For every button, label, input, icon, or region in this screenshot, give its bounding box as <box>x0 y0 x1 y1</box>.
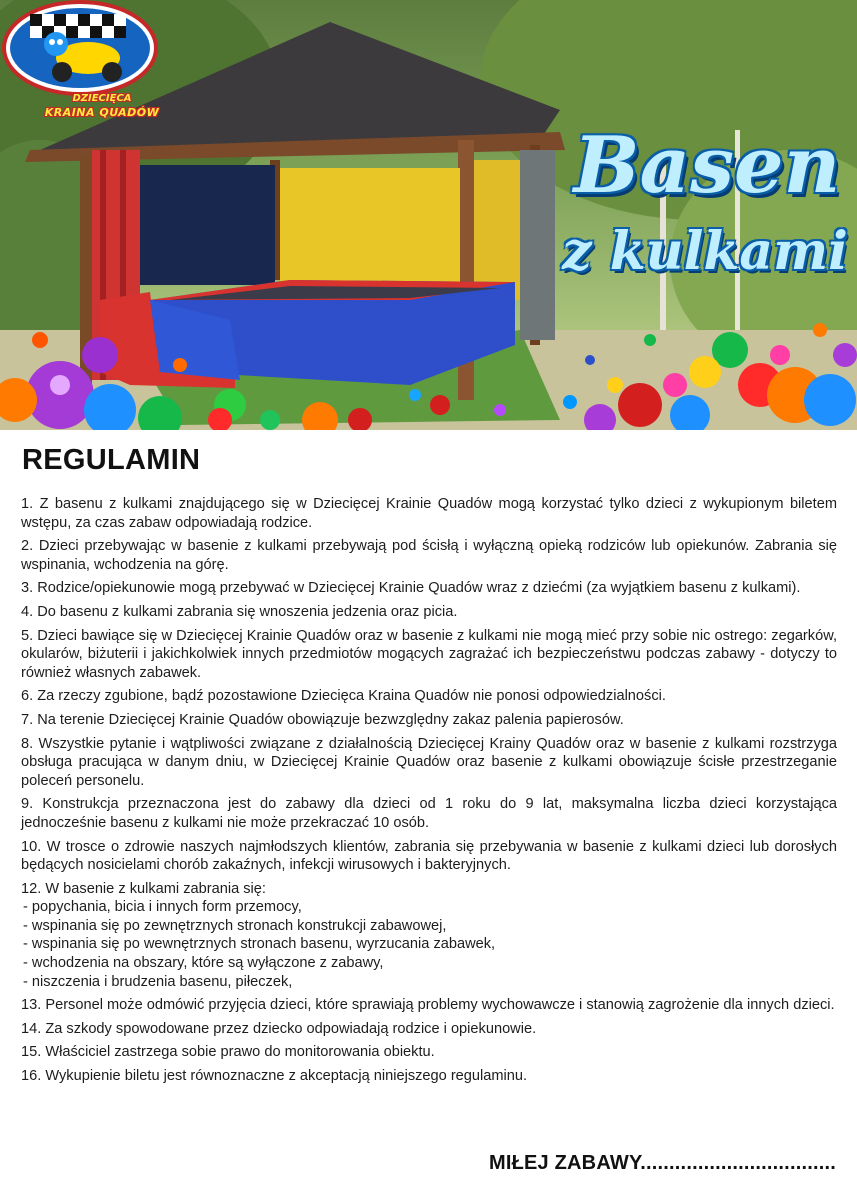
regulations-heading: REGULAMIN <box>22 444 201 476</box>
closing-message: MIŁEJ ZABAWY.................................. <box>488 1152 836 1174</box>
rule-item: 8. Wszystkie pytanie i wątpliwości związane z działalnością Dziecięcej Krainy Quadów oraz w basenie z kulkami rozstrzyga obsługa pracująca w danym dniu, w Dziecięcej Krainie Quadów oraz basenie z kulkami obowiązuje ścisłe przestrzeganie poleceń personelu. <box>21 735 837 789</box>
brand-logo <box>0 0 160 100</box>
rule-item: 2. Dzieci przebywając w basenie z kulkami przebywają pod ścisłą i wyłączną opieką rodziców lub opiekunów. Zabrania się wspinania, wchodzenia na górę. <box>21 538 837 573</box>
rule-item: 15. Właściciel zastrzega sobie prawo do monitorowania obiektu. <box>21 1044 435 1061</box>
rule-item-12-intro: 12. W basenie z kulkami zabrania się: <box>21 880 266 897</box>
rule-item: 4. Do basenu z kulkami zabrania się wnoszenia jedzenia oraz picia. <box>21 603 458 620</box>
logo-text-line1: DZIECIĘCA <box>72 93 132 104</box>
rule-item: 16. Wykupienie biletu jest równoznaczne z akceptacją niniejszego regulaminu. <box>21 1068 528 1085</box>
sub-item: - niszczenia i brudzenia basenu, piłeczek, <box>23 973 293 990</box>
sub-item: - wchodzenia na obszary, które są wyłączone z zabawy, <box>23 955 384 972</box>
rule-item: 6. Za rzeczy zgubione, bądź pozostawione Dziecięca Kraina Quadów nie ponosi odpowiedzialności. <box>21 688 666 705</box>
rule-item: 14. Za szkody spowodowane przez dziecko odpowiadają rodzice i opiekunowie. <box>21 1020 537 1037</box>
rule-item: 13. Personel może odmówić przyjęcia dzieci, które sprawiają problemy wychowawcze i stanowią zagrożenie dla innych dzieci. <box>21 997 835 1014</box>
logo-text-line2: KRAINA QUADÓW <box>44 106 160 119</box>
regulations-list <box>21 495 837 1091</box>
hero-title: Basen <box>573 120 841 211</box>
sub-item: - popychania, bicia i innych form przemocy, <box>23 899 302 916</box>
rule-item: 5. Dzieci bawiące się w Dziecięcej Krainie Quadów oraz w basenie z kulkami nie mogą mieć przy sobie nic ostrego: zegarków, okularów, biżuterii i jakichkolwiek innych przedmiotów mogących zagrażać ich bezpieczeństwu podczas zabawy - dotyczy to również własnych zabawek. <box>21 627 837 681</box>
rule-item: 1. Z basenu z kulkami znajdującego się w Dziecięcej Krainie Quadów mogą korzystać tylko dzieci z wykupionym biletem wstępu, za czas zabaw odpowiadają rodzice. <box>21 496 837 531</box>
rule-item: 10. W trosce o zdrowie naszych najmłodszych klientów, zabrania się przebywania w basenie z kulkami dzieci lub dorosłych będących nosicielami chorób zakaźnych, infekcji wirusowych i bakteryjnych. <box>21 838 837 874</box>
rule-item: 7. Na terenie Dziecięcej Krainie Quadów obowiązuje bezwzględny zakaz palenia papierosów. <box>21 711 624 728</box>
hero-subtitle: z kulkami <box>562 221 848 282</box>
rule-12-sublist <box>21 898 837 991</box>
sub-item: - wspinania się po wewnętrznych stronach basenu, wyrzucania zabawek, <box>23 936 496 953</box>
sub-item: - wspinania się po zewnętrznych stronach konstrukcji zabawowej, <box>23 917 447 934</box>
rule-item: 9. Konstrukcja przeznaczona jest do zabawy dla dzieci od 1 roku do 9 lat, maksymalna liczba dzieci korzystająca jednocześnie basenu z kulkami nie może przekraczać 10 osób. <box>21 796 837 831</box>
rule-item: 3. Rodzice/opiekunowie mogą przebywać w Dziecięcej Krainie Quadów wraz z dziećmi (za wyjątkiem basenu z kulkami). <box>21 580 801 597</box>
hero-photo <box>0 0 857 430</box>
